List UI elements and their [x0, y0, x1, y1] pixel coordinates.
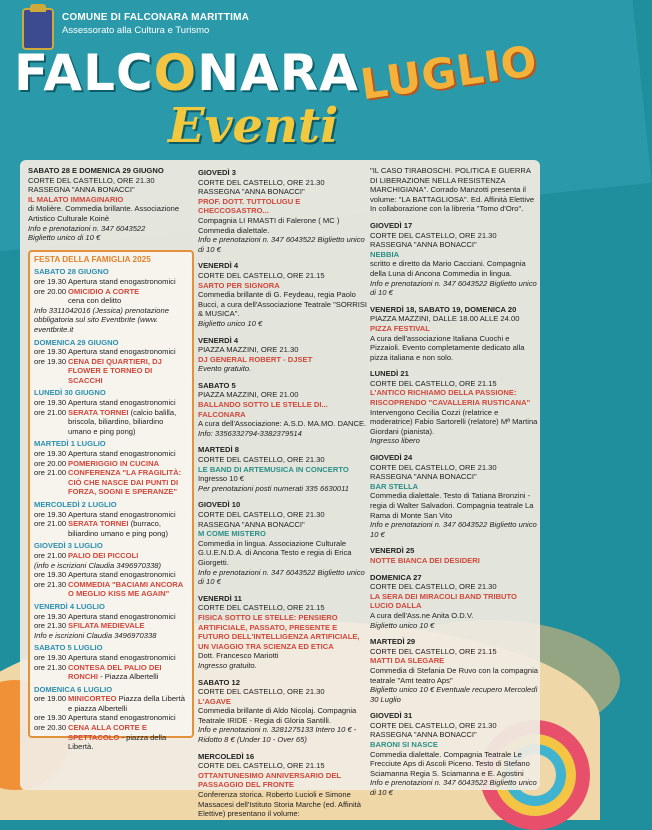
- event-rassegna: RASSEGNA "ANNA BONACCI": [370, 730, 477, 740]
- festa-detail: Apertura stand enogastronomici: [68, 276, 176, 286]
- festa-hour: ore 21.30: [34, 579, 67, 589]
- event-desc: Ingresso 10 €: [198, 474, 245, 484]
- event-info: Info e prenotazioni n. 347 6043522 Biglietto unico di 10 €: [370, 278, 537, 298]
- event-info: Biglietto unico 10 € Eventuale recupero Mercoledì 30 Luglio: [370, 685, 538, 704]
- event-title: LA SERA DEI MIRACOLI BAND TRIBUTO LUCIO DALLA: [370, 591, 517, 611]
- festa-note: Info 3311042016 (Jessica) prenotazione obbligatoria sul sito Eventbrite (www. eventbrite.it: [34, 305, 169, 334]
- event-title: M COME MISTERO: [198, 529, 266, 539]
- festa-day: DOMENICA 6 LUGLIO: [34, 684, 113, 694]
- event-info: Biglietto unico 10 €: [370, 620, 435, 630]
- festa-detail: (calcio balilla, briscola, biliardino, biliardino umano e ping pong): [68, 407, 177, 436]
- festa-text: [68, 519, 188, 538]
- festa-hour: ore 19.00: [34, 694, 67, 704]
- festa-hour: [34, 296, 68, 306]
- event-desc: Dott. Francesco Mariotti: [198, 651, 279, 661]
- festa-hour: ore 21.00: [34, 519, 67, 529]
- event-title: LE BAND DI ARTEMUSICA IN CONCERTO: [198, 464, 349, 474]
- event-desc: Conferenza storica. Roberto Lucioli e Simone Massacesi dell'Istituto Storia Marche (ed. Affinità Elettive) presentano il volume:: [198, 790, 361, 819]
- event-item: [370, 637, 538, 704]
- festa-note: Info e iscrizioni Claudia 3496970338: [34, 630, 157, 640]
- event-date: VENERDÌ 18, SABATO 19, DOMENICA 20: [370, 304, 517, 314]
- event-rassegna: RASSEGNA "ANNA BONACCI": [198, 187, 305, 197]
- event-item: [198, 445, 368, 493]
- event-title: BAR STELLA: [370, 481, 419, 491]
- festa-highlight: SFILATA MEDIEVALE: [68, 621, 145, 631]
- events-panel: [20, 160, 540, 819]
- event-date: GIOVEDÌ 31: [370, 711, 413, 721]
- event-info: Info: 3356332794-3382379514: [198, 428, 302, 438]
- event-place: CORTE DEL CASTELLO, ORE 21.15: [198, 761, 325, 771]
- festa-row: [34, 723, 188, 752]
- festa-detail: Apertura stand enogastronomici: [68, 570, 176, 580]
- event-item: [370, 305, 538, 363]
- event-desc: Commedia brillante di Aldo Nicolaj. Compagnia Teatrale IRIDE - Regia di Gloria Santilli.: [198, 706, 357, 725]
- festa-text: [68, 551, 138, 561]
- festa-detail: - Piazza Albertelli: [100, 672, 159, 682]
- festa-title: FESTA DELLA FAMIGLIA 2025: [34, 254, 151, 264]
- title-part-a: FALC: [14, 44, 154, 102]
- festa-row: [34, 296, 188, 306]
- festa-row: [34, 519, 188, 538]
- festa-hour: ore 21.00: [34, 407, 67, 417]
- column-3: [370, 166, 538, 805]
- event-rassegna: RASSEGNA "ANNA BONACCI": [370, 240, 477, 250]
- event-place: PIAZZA MAZZINI, DALLE 18.00 ALLE 24.00: [370, 314, 520, 324]
- event-item: [28, 166, 194, 243]
- festa-highlight: SERATA TORNEI: [68, 407, 129, 417]
- festa-hour: ore 19.30: [34, 347, 67, 357]
- event-item: [198, 752, 368, 819]
- event-info: Info e prenotazioni n. 347 6043522: [28, 223, 146, 233]
- festa-hour: ore 20.30: [34, 723, 67, 733]
- month-title: LUGLIO: [357, 35, 541, 110]
- event-date: SABATO 12: [198, 677, 240, 687]
- festa-hour: ore 19.30: [34, 398, 67, 408]
- event-place: CORTE DEL CASTELLO, ORE 21.30: [198, 177, 325, 187]
- festa-hour: ore 20.00: [34, 286, 67, 296]
- festa-row: [34, 510, 188, 520]
- festa-highlight: CENA ALLA CORTE E SPETTACOLO: [68, 723, 147, 742]
- event-date: MARTEDÌ 29: [370, 637, 416, 647]
- festa-detail: Apertura stand enogastronomici: [68, 713, 176, 723]
- event-place: CORTE DEL CASTELLO, ORE 21.30: [28, 175, 155, 185]
- festa-hour: ore 19.30: [34, 713, 67, 723]
- event-title: L'ANTICO RICHIAMO DELLA PASSIONE: RISCOPRENDO "CAVALLERIA RUSTICANA": [370, 388, 531, 408]
- festa-row: [34, 468, 188, 497]
- title-part-b: NARA: [197, 44, 359, 102]
- festa-highlight: CONTESA DEL PALIO DEI RONCHI: [68, 662, 162, 682]
- festa-row: [34, 570, 188, 580]
- festa-row: [34, 459, 188, 469]
- event-desc: Commedia brillante di G. Feydeau, regia Paolo Bucci, a cura dell'Associazione Teatrale "SORRISI & MUSICA".: [198, 290, 368, 319]
- eventi-title: Eventi: [168, 98, 339, 154]
- event-rassegna: RASSEGNA "ANNA BONACCI": [28, 185, 135, 195]
- event-date: MERCOLEDÌ 16: [198, 751, 255, 761]
- festa-day: DOMENICA 29 GIUGNO: [34, 337, 119, 347]
- festa-hour: ore 21.00: [34, 550, 67, 560]
- main-title: [14, 44, 359, 102]
- event-title: BALLANDO SOTTO LE STELLE DI... FALCONARA: [198, 400, 328, 419]
- event-desc: Intervengono Cecilia Cozzi (relatrice e moderatrice) Fabio Sartorelli (relatore) Mª Martina Giordani (pianista).: [370, 407, 538, 436]
- festa-row: [34, 612, 188, 622]
- festa-text: [68, 570, 176, 580]
- event-desc: Commedia in lingua. Associazione Culturale G.U.E.N.D.A. di Ancona Testo e regia di Erica Giorgetti.: [198, 538, 352, 567]
- event-place: CORTE DEL CASTELLO, ORE 21.15: [198, 603, 325, 613]
- festa-text: [68, 653, 176, 663]
- festa-detail: - piazza della Libertà.: [68, 732, 167, 752]
- event-title: IL MALATO IMMAGINARIO: [28, 194, 124, 204]
- event-place: CORTE DEL CASTELLO, ORE 21.30: [198, 455, 325, 465]
- festa-text: [68, 459, 159, 469]
- festa-hour: ore 20.00: [34, 458, 67, 468]
- festa-detail: Apertura stand enogastronomici: [68, 347, 176, 357]
- festa-row: [34, 580, 188, 599]
- festa-text: [68, 398, 176, 408]
- event-title: L'AGAVE: [198, 696, 231, 706]
- event-info: Info e prenotazioni n. 347 6043522 Biglietto unico di 10 €: [198, 235, 365, 254]
- festa-day: SABATO 5 LUGLIO: [34, 643, 103, 653]
- festa-hour: ore 19.30: [34, 652, 67, 662]
- event-info: Info e prenotazioni n. 3281275133 Intero 10 € - Ridotto 8 € (Under 10 - Over 65): [198, 725, 357, 745]
- event-place: CORTE DEL CASTELLO, ORE 21.15: [370, 378, 497, 388]
- festa-note: (info e iscrizioni Claudia 3496970338): [34, 560, 162, 570]
- festa-row: [34, 621, 188, 631]
- event-desc: A cura dell'Associazione: A.S.D. MA.MO. DANCE.: [198, 419, 367, 429]
- festa-highlight: CONFERENZA "LA FRAGILITÀ: CIÒ CHE NASCE DAI PUNTI DI FORZA, SOGNI E SPERANZE": [68, 468, 182, 497]
- festa-detail: Apertura stand enogastronomici: [68, 449, 176, 459]
- event-item: [198, 678, 368, 745]
- title-part-o: O: [153, 44, 198, 102]
- event-date: GIOVEDÌ 3: [198, 168, 236, 177]
- event-info: Ingresso gratuito.: [198, 660, 257, 670]
- event-item: [370, 711, 538, 797]
- event-date: SABATO 28 E DOMENICA 29 GIUGNO: [28, 166, 164, 175]
- event-info: Info e prenotazioni n. 347 6043522 Biglietto unico di 10 €: [198, 567, 365, 587]
- festa-hour: ore 19.30: [34, 356, 67, 366]
- festa-text: [68, 449, 176, 459]
- festa-text: [68, 468, 188, 497]
- event-desc: "IL CASO TIRABOSCHI. POLITICA E GUERRA DI LIBERAZIONE NELLA RESISTENZA MARCHIGIANA". Corrado Manzotti presenta il volume: "LA BATTAGLIOSA". Ed. Affinità Elettive In collaborazione con la libreria "Tomo d'Oro".: [370, 166, 535, 214]
- festa-row: [34, 287, 188, 297]
- event-item: [370, 453, 538, 539]
- festa-row: [34, 347, 188, 357]
- comune-name: COMUNE DI FALCONARA MARITTIMA: [62, 12, 250, 23]
- event-info: Per prenotazioni posti numerati 335 6630011: [198, 483, 349, 493]
- event-info: Ingresso libero: [370, 436, 420, 446]
- event-desc: di Molière. Commedia brillante. Associazione Artistico Culturale Koinè: [28, 204, 180, 223]
- festa-highlight: MINICORTEO: [68, 694, 117, 704]
- festa-text: [68, 357, 188, 386]
- festa-text: [68, 694, 188, 713]
- event-item: [198, 261, 368, 328]
- event-title: NEBBIA: [370, 249, 400, 259]
- event-item: [198, 381, 368, 439]
- festa-row: [34, 694, 188, 713]
- event-title: PIZZA FESTIVAL: [370, 323, 430, 333]
- event-title: FISICA SOTTO LE STELLE: PENSIERO ARTIFICIALE, PASSATO, PRESENTE E FUTURO DELL'INTELLIGENZA ARTIFICIALE, UN VIAGGIO TRA SCIENZA ED ETICA: [198, 612, 360, 651]
- event-place: CORTE DEL CASTELLO, ORE 21.30: [370, 720, 497, 730]
- festa-detail: cena con delitto: [68, 296, 122, 306]
- festa-detail: Apertura stand enogastronomici: [68, 611, 176, 621]
- festa-detail: Apertura stand enogastronomici: [68, 652, 176, 662]
- event-place: PIAZZA MAZZINI, ORE 21.00: [198, 390, 299, 400]
- event-place: CORTE DEL CASTELLO, ORE 21.30: [370, 462, 497, 472]
- event-info: Evento gratuito.: [198, 364, 252, 374]
- event-item: [370, 166, 538, 214]
- event-info: Info e prenotazioni n. 347 6043522 Biglietto unico di 10 €: [370, 778, 537, 798]
- festa-highlight: PALIO DEI PICCOLI: [68, 550, 139, 560]
- event-info: Biglietto unico 10 €: [198, 318, 263, 328]
- festa-text: [68, 347, 176, 357]
- event-place: CORTE DEL CASTELLO, ORE 21.30: [370, 582, 497, 592]
- event-title: DJ GENERAL ROBERT - DJSET: [198, 354, 313, 364]
- event-desc: Commedia dialettale. Compagnia Teatrale Le Frecciute Aps di Ascoli Piceno. Testo di Stefano Sciamanna Regia S. Sciamanna e E. Agostini: [370, 749, 530, 778]
- festa-highlight: POMERIGGIO IN CUCINA: [68, 458, 160, 468]
- festa-hour: ore 21.30: [34, 662, 67, 672]
- festa-hour: ore 19.30: [34, 449, 67, 459]
- event-title: BARONI SI NASCE: [370, 740, 438, 750]
- festa-highlight: OMICIDIO A CORTE: [68, 286, 140, 296]
- event-place: CORTE DEL CASTELLO, ORE 21.30: [198, 510, 325, 519]
- festa-text: [68, 510, 176, 520]
- event-date: GIOVEDÌ 10: [198, 500, 241, 510]
- festa-day: MARTEDÌ 1 LUGLIO: [34, 439, 106, 449]
- event-item: [198, 500, 368, 586]
- festa-hour: ore 19.30: [34, 570, 67, 580]
- festa-text: [68, 663, 188, 682]
- festa-hour: ore 19.30: [34, 611, 67, 621]
- event-date: MARTEDÌ 8: [198, 445, 239, 455]
- event-title: OTTANTUNESIMO ANNIVERSARIO DEL PASSAGGIO DEL FRONTE: [198, 770, 341, 790]
- festa-detail: Apertura stand enogastronomici: [68, 509, 176, 519]
- event-desc: A cura dell'Ass.ne Anita O.D.V.: [370, 610, 474, 620]
- event-date: VENERDÌ 4: [198, 261, 239, 271]
- event-desc: Compagnia LI RMASTI di Falerone ( MC ) Commedia dialettale.: [198, 215, 340, 235]
- festa-hour: ore 21.30: [34, 621, 67, 631]
- festa-detail: Apertura stand enogastronomici: [68, 398, 176, 408]
- event-place: CORTE DEL CASTELLO, ORE 21.30: [198, 687, 325, 697]
- event-item: [198, 336, 368, 374]
- festa-row: [34, 713, 188, 723]
- event-date: VENERDÌ 4: [198, 335, 239, 345]
- festa-row: [34, 551, 188, 561]
- festa-row: [34, 398, 188, 408]
- event-title: MATTI DA SLEGARE: [370, 656, 445, 666]
- festa-day: MERCOLEDÌ 2 LUGLIO: [34, 500, 117, 509]
- festa-text: [68, 713, 176, 723]
- festa-row: [34, 277, 188, 287]
- festa-day: SABATO 28 GIUGNO: [34, 267, 109, 277]
- festa-row: [34, 663, 188, 682]
- poster-header: [0, 0, 560, 160]
- event-date: GIOVEDÌ 17: [370, 220, 413, 230]
- festa-text: [68, 621, 145, 631]
- event-place: PIAZZA MAZZINI, ORE 21.30: [198, 345, 299, 355]
- event-rassegna: RASSEGNA "ANNA BONACCI": [370, 472, 477, 482]
- festa-hour: ore 19.30: [34, 276, 67, 286]
- event-title: NOTTE BIANCA DEI DESIDERI: [370, 555, 480, 565]
- event-place: CORTE DEL CASTELLO, ORE 21.15: [198, 270, 325, 280]
- festa-hour: ore 21.00: [34, 468, 67, 478]
- event-item: [370, 369, 538, 446]
- event-rassegna: RASSEGNA "ANNA BONACCI": [198, 519, 305, 529]
- event-date: DOMENICA 27: [370, 572, 422, 582]
- event-desc: Commedia dialettale. Testo di Tatiana Bronzini - regia di Walter Salvadori. Compagnia teatrale La Rama di Monte San Vito: [370, 491, 534, 520]
- festa-text: [68, 723, 188, 752]
- festa-text: [68, 612, 176, 622]
- festa-text: [68, 296, 121, 306]
- festa-hour: ore 19.30: [34, 509, 67, 519]
- event-item: [370, 546, 538, 565]
- event-date: SABATO 5: [198, 380, 236, 390]
- festa-row: [34, 408, 188, 437]
- event-place: CORTE DEL CASTELLO, ORE 21.30: [370, 230, 497, 240]
- assessorato-name: Assessorato alla Cultura e Turismo: [62, 25, 210, 36]
- event-title: PROF. DOTT. TUTTOLUGU E CHECCOSASTRO...: [198, 196, 301, 216]
- festa-famiglia-box: [28, 250, 194, 752]
- event-date: LUNEDÌ 21: [370, 369, 409, 379]
- festa-highlight: COMMEDIA "BACIAMI ANCORA O MEGLIO KISS ME AGAIN": [68, 579, 183, 599]
- festa-text: [68, 408, 188, 437]
- festa-text: [68, 277, 176, 287]
- festa-day: LUNEDÌ 30 GIUGNO: [34, 388, 106, 398]
- festa-row: [34, 449, 188, 459]
- event-title: SARTO PER SIGNORA: [198, 280, 280, 290]
- event-date: VENERDÌ 11: [198, 593, 242, 603]
- festa-text: [68, 580, 188, 599]
- event-desc: A cura dell'associazione Italiana Cuochi e Pizzaioli. Evento completamente dedicato alla pizza italiana e non solo.: [370, 333, 525, 362]
- event-item: [198, 594, 368, 671]
- festa-text: [68, 287, 139, 297]
- event-desc: scritto e diretto da Mario Cacciani. Compagnia della Luna di Ancona Commedia in lingua.: [370, 259, 526, 278]
- festa-highlight: CENA DEI QUARTIERI, DJ FLOWER E TORNEO DI SCACCHI: [68, 356, 162, 385]
- event-info: Info e prenotazioni n. 347 6043522 Biglietto unico 10 €: [370, 520, 537, 539]
- event-item: [370, 573, 538, 631]
- festa-day: VENERDÌ 4 LUGLIO: [34, 601, 105, 611]
- event-item: [198, 168, 368, 254]
- festa-detail: (burraco, biliardino umano e ping pong): [68, 519, 169, 538]
- column-1: [28, 166, 194, 752]
- festa-row: [34, 653, 188, 663]
- festa-detail: Piazza della Libertà e piazza Albertelli: [68, 694, 185, 713]
- event-item: [370, 221, 538, 298]
- event-place: CORTE DEL CASTELLO, ORE 21.15: [370, 646, 497, 656]
- festa-day: GIOVEDÌ 3 LUGLIO: [34, 541, 103, 551]
- column-2: [198, 168, 368, 826]
- festa-highlight: SERATA TORNEI: [68, 519, 129, 529]
- festa-row: [34, 357, 188, 386]
- event-date: GIOVEDÌ 24: [370, 453, 413, 463]
- event-desc: Commedia di Stefania De Ruvo con la compagnia teatrale "Amt teatro Aps": [370, 665, 538, 685]
- event-date: VENERDÌ 25: [370, 546, 415, 556]
- event-ticket: Biglietto unico di 10 €: [28, 233, 101, 243]
